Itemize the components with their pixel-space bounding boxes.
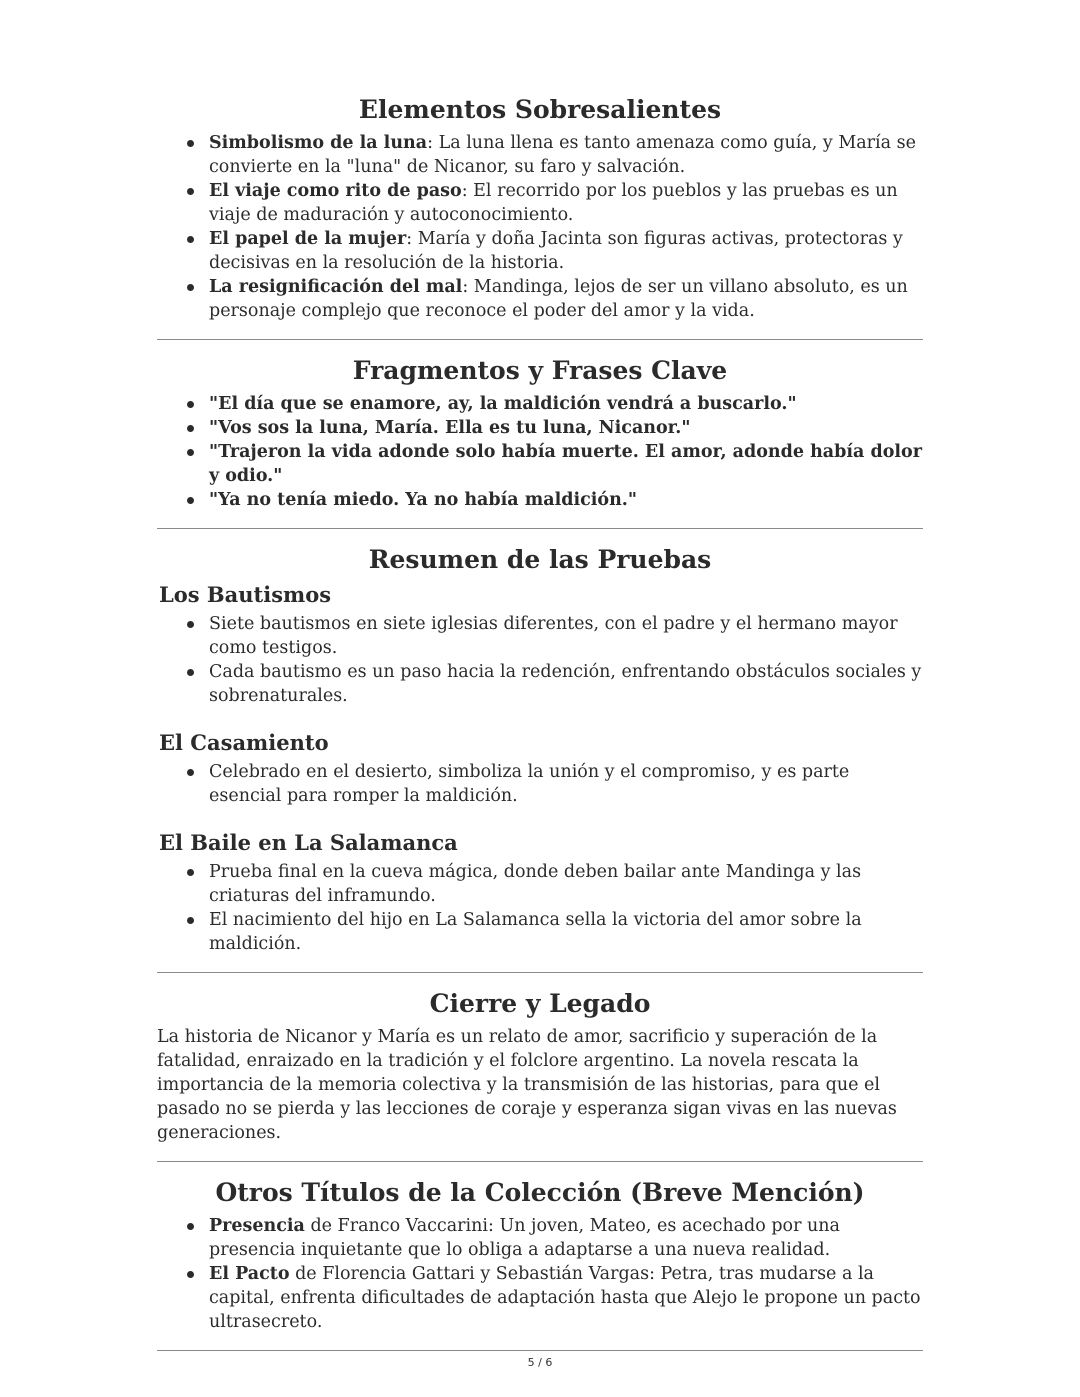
bullet-list [157,760,923,808]
section-divider [157,1350,923,1351]
section-title: Resumen de las Pruebas [368,545,712,574]
list-item: Celebrado en el desierto, simboliza la unión y el compromiso, y es parte esencial para romper la maldición. [209,760,923,808]
item-term: La resignificación del mal [209,277,463,297]
item-term: Presencia [209,1216,305,1236]
item-term: El viaje como rito de paso [209,181,462,201]
quote-text: "Vos sos la luna, María. Ella es tu luna, Nicanor." [209,418,691,438]
paragraph: La historia de Nicanor y María es un relato de amor, sacrificio y superación de la fatalidad, enraizado en la tradición y el folclore argentino. La novela rescata la importancia de la memoria colectiva y la transmisión de las historias, para que el pasado no se pierda y las lecciones de coraje y esperanza sigan vivas en las nuevas generaciones. [157,1027,897,1143]
item-term: El papel de la mujer [209,229,407,249]
quote-text: "Trajeron la vida adonde solo había muerte. El amor, adonde había dolor y odio." [209,442,922,486]
item-text: de Florencia Gattari y Sebastián Vargas: Petra, tras mudarse a la capital, enfrenta dificultades de adaptación hasta que Alejo le propone un pacto ultrasecreto. [209,1264,921,1332]
section-divider [157,528,923,529]
subsection-title: El Baile en La Salamanca [159,830,458,855]
list-item [209,1262,923,1334]
section-elementos [157,93,923,323]
item-text: : Mandinga, lejos de ser un villano absoluto, es un personaje complejo que reconoce el poder del amor y la vida. [209,277,908,321]
document-page [157,93,923,1365]
quote-list [157,392,923,512]
list-item [209,227,923,275]
list-item [209,179,923,227]
item-term: El Pacto [209,1264,290,1284]
section-divider [157,339,923,340]
bullet-list [157,860,923,956]
list-item [209,1214,923,1262]
quote-text: "El día que se enamore, ay, la maldición vendrá a buscarlo." [209,394,797,414]
section-title: Cierre y Legado [429,989,651,1018]
quote-item [209,392,923,416]
quote-item [209,488,923,512]
quote-text: "Ya no tenía miedo. Ya no había maldición." [209,490,638,510]
bullet-list [157,1214,923,1334]
subsection-title: Los Bautismos [159,582,332,607]
quote-item [209,440,923,488]
section-otros [157,1176,923,1334]
list-item [209,275,923,323]
section-title: Fragmentos y Frases Clave [352,356,728,385]
list-item: Siete bautismos en siete iglesias diferentes, con el padre y el hermano mayor como testigos. [209,612,923,660]
item-text: : El recorrido por los pueblos y las pruebas es un viaje de maduración y autoconocimiento. [209,181,898,225]
list-item: Cada bautismo es un paso hacia la redención, enfrentando obstáculos sociales y sobrenaturales. [209,662,922,706]
item-text: : La luna llena es tanto amenaza como guía, y María se convierte en la "luna" de Nicanor, su faro y salvación. [209,133,916,177]
item-text: : María y doña Jacinta son figuras activas, protectoras y decisivas en la resolución de la historia. [209,229,903,273]
bullet-list [157,131,923,323]
bullet-list [157,612,923,708]
item-text: de Franco Vaccarini: Un joven, Mateo, es acechado por una presencia inquietante que lo obliga a adaptarse a una nueva realidad. [209,1216,840,1260]
quote-item [209,416,923,440]
section-resumen [157,543,923,956]
section-cierre [157,987,923,1145]
list-item: El nacimiento del hijo en La Salamanca sella la victoria del amor sobre la maldición. [209,908,923,956]
section-fragmentos [157,354,923,512]
section-title: Otros Títulos de la Colección (Breve Mención) [215,1178,865,1207]
list-item: Prueba final en la cueva mágica, donde deben bailar ante Mandinga y las criaturas del inframundo. [209,860,923,908]
section-divider [157,972,923,973]
list-item [209,131,923,179]
item-term: Simbolismo de la luna [209,133,428,153]
page-number: 5 / 6 [527,1356,553,1369]
section-title: Elementos Sobresalientes [358,95,722,124]
section-divider [157,1161,923,1162]
subsection-title: El Casamiento [159,730,329,755]
